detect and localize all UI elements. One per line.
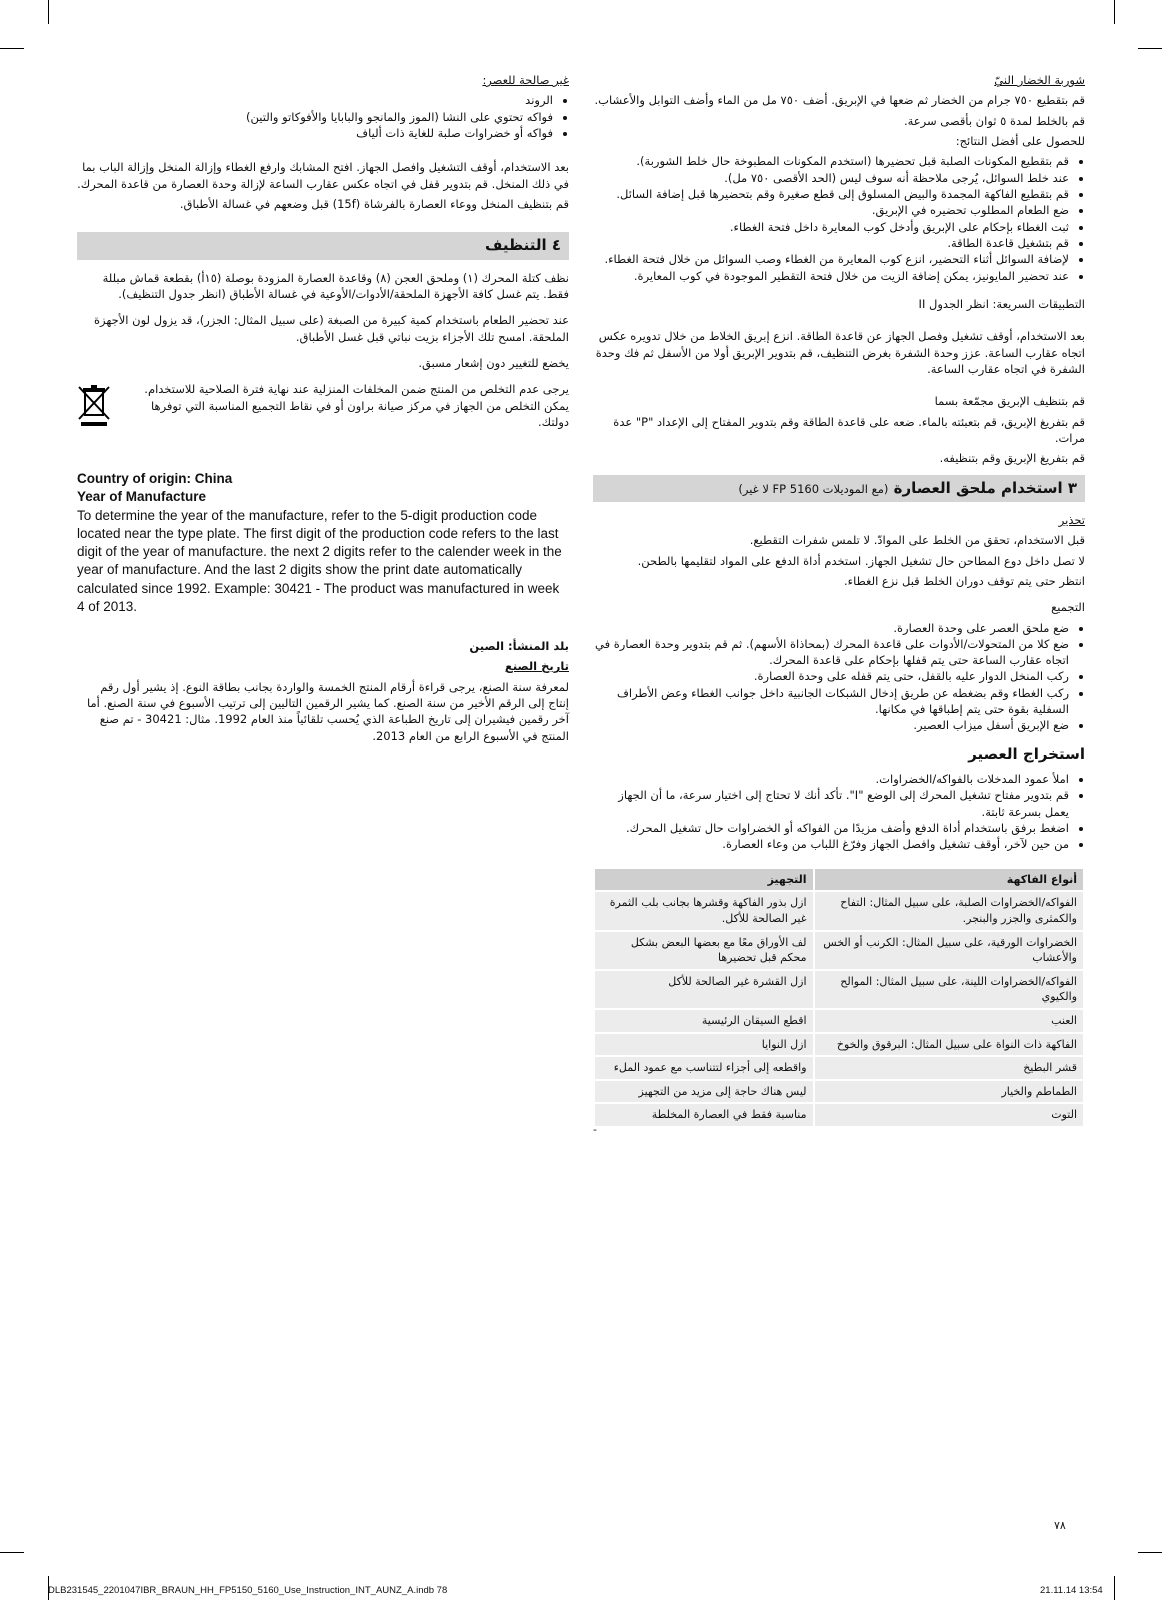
list-item: • ركب الغطاء وقم بضغطه عن طريق إدخال الشبكات الجانبية داخل جوانب الغطاء وعض الأطراف السفلية بقوة حتى يتم إطباقها في مكانها. <box>593 685 1069 718</box>
juice-list <box>593 771 1085 853</box>
ice-crush-text: قم بتفريغ الإبريق، قم بتعبئته بالماء. ضعه على قاعدة الطاقة وقم بتدوير المفتاح إلى الإعداد "P" عدة مرات. <box>613 414 1085 445</box>
list-item: • عند خلط السوائل، يُرجى ملاحظة أنه سوف ليس (الحد الأقصى ٧٥٠ مل). <box>593 170 1069 186</box>
after-juicing-paragraph: بعد الاستخدام، أوقف التشغيل وافصل الجهاز. افتح المشابك وارفع الغطاء وإزالة المنخل وإزالة الباب بما في ذلك المنخل. قم بتدوير قفل في اتجاه عكس عقارب الساعة لإزالة وحدة العصارة من قاعدة المحرك. <box>77 160 569 191</box>
list-item: • قم بتقطيع المكونات الصلبة قبل تحضيرها (استخدم المكونات المطبوخة حال خلط الشوربة). <box>593 153 1069 169</box>
crop-mark <box>0 1552 24 1553</box>
list-item: • قم بتقطيع الفاكهة المجمدة والبيض المسلوق إلى قطع صغيرة وقم بتحضيرها قبل إضافة السائل. <box>593 186 1069 202</box>
heading-soup: شوربة الخضار النيّ <box>994 73 1085 87</box>
left-column <box>77 72 569 748</box>
year-of-manufacture-label: Year of Manufacture <box>77 489 207 505</box>
assembly-label: التجميع <box>1051 600 1085 615</box>
list-item: • ضع الإبريق أسفل ميزاب العصير. <box>593 717 1069 733</box>
table-row <box>594 1033 1084 1057</box>
table-cell: التوت <box>814 1103 1084 1127</box>
table-header-prep: التجهيز <box>594 868 814 892</box>
arabic-country-origin: بلد المنشأ: الصين <box>469 638 569 653</box>
list-item: • ضع الطعام المطلوب تحضيره في الإبريق. <box>593 202 1069 218</box>
section-3-header <box>593 475 1085 502</box>
crop-mark <box>1138 48 1162 49</box>
ice-crush-label: قم بتنظيف الإبريق مجمّعة بسما <box>934 394 1085 409</box>
country-of-origin: Country of origin: China <box>77 471 233 487</box>
section-3-note: (مع الموديلات FP 5160 لا غير) <box>738 481 889 496</box>
arabic-date-label: تاريخ الصنع <box>504 659 569 674</box>
caution-label: تحذير <box>1058 512 1085 527</box>
list-item: • من حين لآخر، أوقف تشغيل وافصل الجهاز وفرّغ اللباب من وعاء العصارة. <box>593 836 1069 852</box>
dash-mark: - <box>593 1123 597 1136</box>
right-column <box>593 72 1085 1128</box>
list-item: • اضغط برفق باستخدام أداة الدفع وأضف مزيدًا من الفواكه أو الخضراوات حال تشغيل المحرك. <box>593 820 1069 836</box>
table-cell: الفاكهة ذات النواة على سبيل المثال: البرقوق والخوخ <box>814 1033 1084 1057</box>
assembly-list <box>593 620 1085 734</box>
table-cell: واقطعه إلى أجزاء لتتناسب مع عمود الملء <box>594 1056 814 1080</box>
table-row <box>594 970 1084 1009</box>
footer-file: DLB231545_2201047IBR_BRAUN_HH_FP5150_5160_Use_Instruction_INT_AUNZ_A.indb 78 <box>48 1585 448 1596</box>
table-cell: ازل النوايا <box>594 1033 814 1057</box>
table-cell: ازل بذور الفاكهة وقشرها بجانب بلب الثمرة غير الصالحة للأكل. <box>594 891 814 930</box>
table-cell: ازل القشرة غير الصالحة للأكل <box>594 970 814 1009</box>
table-row <box>594 931 1084 970</box>
english-origin-block <box>77 470 569 616</box>
section-4-header <box>77 232 569 259</box>
best-results-label: للحصول على أفضل النتائج: <box>955 133 1085 148</box>
fruit-preparation-table <box>593 867 1085 1128</box>
list-item: • فواكه أو خضراوات صلبة للغاية ذات ألياف <box>77 125 553 141</box>
list-item: • فواكه تحتوي على النشا (الموز والمانجو والبابايا والأفوكاتو والتين) <box>77 109 553 125</box>
list-item: • لإضافة السوائل أثناء التحضير، انزع كوب المعايرة من الغطاء وصب السوائل من خلال فتحة الغطاء. <box>593 251 1069 267</box>
soup-line-1: قم بتقطيع ٧٥٠ جرام من الخضار ثم ضعها في الإبريق. أضف ٧٥٠ مل من الماء وأضف التوابل والأعشاب. <box>594 93 1085 108</box>
footer-date: 21.11.14 13:54 <box>1040 1585 1103 1596</box>
table-cell: اقطع السيقان الرئيسية <box>594 1009 814 1033</box>
speed-settings-label: التطبيقات السريعة: انظر الجدول II <box>918 296 1085 311</box>
list-item: • الروند <box>77 92 553 108</box>
arabic-date-text: لمعرفة سنة الصنع، يرجى قراءة أرقام المنتج الخمسة والواردة بجانب بطاقة النوع. إذ يشير أول رقم إنتاج إلى الرقم الأخير من سنة الصنع. كما يشير الرقمين التاليين إلى ترتيب الأسبوع في سنة الصنع. أما آخر رقمين فيشيران إلى تاريخ الطباعة الذي يُحسب تلقائياً منذ العام 1992. مثال: 30421 - تم صنع المنتج في الأسبوع الرابع من العام 2013. <box>87 679 569 743</box>
table-cell: لف الأوراق معًا مع بعضها البعض بشكل محكم قبل تحضيرها <box>594 931 814 970</box>
table-cell: قشر البطيخ <box>814 1056 1084 1080</box>
not-suitable-label: غير صالحة للعصر: <box>482 73 569 87</box>
table-header-type: أنواع الفاكهة <box>814 868 1084 892</box>
table-row <box>594 1080 1084 1104</box>
list-item: • قم بتشغيل قاعدة الطاقة. <box>593 235 1069 251</box>
list-item: • ضع كلا من المتحولات/الأدوات على قاعدة المحرك (بمحاذاة الأسهم). ثم قم بتدوير وحدة العصارة في اتجاه عقارب الساعة حتى يتم قفلها بإحكام على قاعدة المحرك. <box>593 636 1069 669</box>
caution-line: انتظر حتى يتم توقف دوران الخلط قبل نزع الغطاء. <box>844 573 1085 588</box>
page-number: ٧٨ <box>1054 1519 1066 1532</box>
soup-line-2: قم بالخلط لمدة ٥ ثوان بأقصى سرعة. <box>903 113 1085 128</box>
weee-text: يرجى عدم التخلص من المنتج ضمن المخلفات المنزلية عند نهاية فترة الصلاحية للاستخدام. يمكن التخلص من الجهاز في مركز صيانة براون أو في نقاط التجميع المناسبة التي توفرها دولتك. <box>144 382 569 429</box>
table-row <box>594 1103 1084 1127</box>
subject-to-change: يخضع للتغيير دون إشعار مسبق. <box>418 355 569 370</box>
table-cell: الفواكه/الخضراوات الصلبة، على سبيل المثال: التفاح والكمثرى والجزر والبنجر. <box>814 891 1084 930</box>
section-3-title: ٣ استخدام ملحق العصارة <box>893 478 1077 497</box>
caution-line: قبل الاستخدام، تحقق من الخلط على الموادّ. لا تلمس شفرات التقطيع. <box>749 533 1085 548</box>
after-use-paragraph: بعد الاستخدام، أوقف تشغيل وفصل الجهاز عن قاعدة الطاقة. انزع إبريق الخلاط من خلال تدويره عكس اتجاه عقارب الساعة. عزز وحدة الشفرة بغرض التنظيف، قم بتدوير الإبريق أولا من الأسفل ثم فك وحدة الشفرة في اتجاه عقارب الساعة. <box>595 329 1085 376</box>
cleaning-paragraph-1: نظف كتلة المحرك (١) وملحق العجن (٨) وقاعدة العصارة المزودة بوصلة (١٥أ) بقطعة قماش مبللة فقط. يتم غسل كافة الأجهزة الملحقة/الأدوات/الأوعية في غسالة الأطباق (انظر جدول التنظيف). <box>102 270 569 301</box>
not-suitable-list <box>77 92 569 141</box>
weee-block <box>77 381 569 430</box>
list-item: • قم بتدوير مفتاح تشغيل المحرك إلى الوضع "I". تأكد أنك لا تحتاج إلى اختيار سرعة، ما أن الجهاز يعمل بسرعة ثابتة. <box>593 787 1069 820</box>
table-row <box>594 1056 1084 1080</box>
after-juicing-paragraph-2: قم بتنظيف المنخل ووعاء العصارة بالفرشاة (15f) قبل وضعهم في غسالة الأطباق. <box>179 196 569 211</box>
crop-mark <box>1138 1552 1162 1553</box>
table-cell: الطماطم والخيار <box>814 1080 1084 1104</box>
list-item: • ركب المنخل الدوار عليه بالقفل، حتى يتم قفله على وحدة العصارة. <box>593 668 1069 684</box>
crop-mark <box>1114 0 1115 24</box>
table-cell: ليس هناك حاجة إلى مزيد من التجهيز <box>594 1080 814 1104</box>
table-row <box>594 1009 1084 1033</box>
table-cell: الخضراوات الورقية، على سبيل المثال: الكرنب أو الخس والأعشاب <box>814 931 1084 970</box>
crop-mark <box>0 48 24 49</box>
year-of-manufacture-text: To determine the year of the manufacture, refer to the 5-digit production code located near the type plate. The first digit of the production code refers to the last digit of the year of manufacture. the next 2 digits refer to the calender week in the year of manufacture. And the last 2 digits show the print date automatically calculated since 1992. Example: 30421 - The product was manufactured in week 4 of 2013. <box>77 507 562 614</box>
table-row <box>594 891 1084 930</box>
juice-title: استخراج العصير <box>968 744 1085 763</box>
table-cell: الفواكه/الخضراوات اللينة، على سبيل المثال: الموالح والكيوي <box>814 970 1084 1009</box>
list-item: • ثبت الغطاء بإحكام على الإبريق وأدخل كوب المعايرة داخل فتحة الغطاء. <box>593 219 1069 235</box>
list-item: • املأ عمود المدخلات بالفواكه/الخضراوات. <box>593 771 1069 787</box>
caution-line: لا تصل داخل دوع المطاحن حال تشغيل الجهاز. استخدم أداة الدفع على المواد لتقليمها بالطحن. <box>637 553 1085 568</box>
table-cell: العنب <box>814 1009 1084 1033</box>
crossed-bin-icon <box>77 383 111 427</box>
ice-crush-text-2: قم بتفريغ الإبريق وقم بتنظيفه. <box>939 451 1085 466</box>
best-results-list <box>593 153 1085 284</box>
crop-mark <box>48 0 49 24</box>
list-item: • عند تحضير المايونيز، يمكن إضافة الزيت من خلال فتحة التقطير الموجودة في كوب المعايرة. <box>593 268 1069 284</box>
table-cell: مناسبة فقط في العصارة المخلطة <box>594 1103 814 1127</box>
table-header-row <box>594 868 1084 892</box>
cleaning-paragraph-2: عند تحضير الطعام باستخدام كمية كبيرة من الصبغة (على سبيل المثال: الجزر)، قد يزول لون الأجهزة الملحقة. امسح تلك الأجزاء بزيت نباتي قبل غسل الأطباق. <box>93 313 569 344</box>
list-item: • ضع ملحق العصر على وحدة العصارة. <box>593 620 1069 636</box>
section-4-title: ٤ التنظيف <box>485 236 561 255</box>
crop-mark <box>1114 1576 1115 1600</box>
